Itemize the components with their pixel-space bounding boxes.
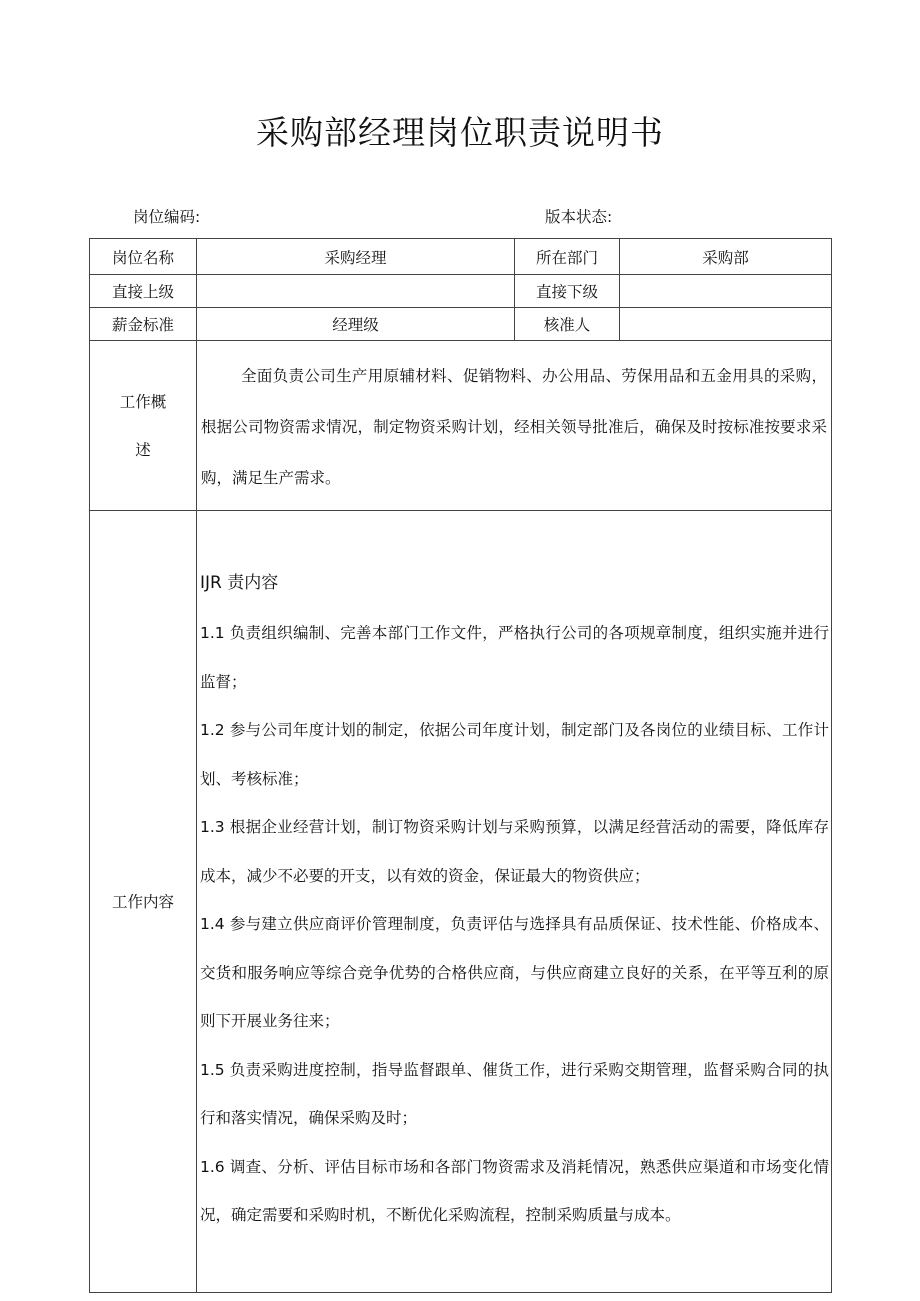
salary-level-label: 薪金标准 bbox=[90, 308, 197, 341]
direct-subordinate-label: 直接下级 bbox=[515, 275, 620, 308]
duty-item: 1.6 调查、分析、评估目标市场和各部门物资需求及消耗情况，熟悉供应渠道和市场变化情况，确定需要和采购时机，不断优化采购流程，控制采购质量与成本。 bbox=[200, 1157, 829, 1224]
duties-heading: IJR 责内容 bbox=[200, 573, 279, 593]
direct-superior-label: 直接上级 bbox=[90, 275, 197, 308]
work-content-label: 工作内容 bbox=[90, 511, 197, 1293]
approver-value bbox=[620, 308, 832, 341]
table-row bbox=[90, 275, 832, 308]
work-summary-label bbox=[90, 341, 197, 511]
position-name-value: 采购经理 bbox=[197, 239, 515, 275]
duty-item: 1.2 参与公司年度计划的制定，依据公司年度计划，制定部门及各岗位的业绩目标、工作计划、考核标准； bbox=[200, 721, 829, 788]
table-row bbox=[90, 308, 832, 341]
position-code-label: 岗位编码: bbox=[133, 208, 201, 226]
table-row bbox=[90, 239, 832, 275]
direct-superior-value bbox=[197, 275, 515, 308]
work-summary-label-line1: 工作概 bbox=[119, 392, 167, 411]
work-content-cell bbox=[197, 511, 832, 1293]
table-row bbox=[90, 511, 832, 1293]
department-label: 所在部门 bbox=[515, 239, 620, 275]
document-title: 采购部经理岗位职责说明书 bbox=[256, 113, 664, 152]
department-value: 采购部 bbox=[620, 239, 832, 275]
approver-label: 核准人 bbox=[515, 308, 620, 341]
version-status-label: 版本状态: bbox=[545, 208, 613, 226]
duty-item: 1.4 参与建立供应商评价管理制度，负责评估与选择具有品质保证、技术性能、价格成本、交货和服务响应等综合竞争优势的合格供应商，与供应商建立良好的关系，在平等互利的原则下开展业务往来； bbox=[200, 915, 829, 1030]
salary-level-value: 经理级 bbox=[197, 308, 515, 341]
table-row bbox=[90, 341, 832, 511]
position-name-label: 岗位名称 bbox=[90, 239, 197, 275]
work-summary-text: 全面负责公司生产用原辅材料、促销物料、办公用品、劳保用品和五金用具的采购，根据公司物资需求情况，制定物资采购计划，经相关领导批准后，确保及时按标准按要求采购，满足生产需求。 bbox=[201, 367, 827, 487]
direct-subordinate-value bbox=[620, 275, 832, 308]
work-summary-label-line2: 述 bbox=[135, 440, 151, 459]
job-info-table bbox=[89, 238, 832, 1293]
duty-item: 1.3 根据企业经营计划，制订物资采购计划与采购预算，以满足经营活动的需要，降低库存成本，减少不必要的开支，以有效的资金，保证最大的物资供应； bbox=[200, 818, 829, 885]
duty-item: 1.5 负责采购进度控制，指导监督跟单、催货工作，进行采购交期管理，监督采购合同的执行和落实情况，确保采购及时； bbox=[200, 1060, 829, 1127]
duty-item: 1.1 负责组织编制、完善本部门工作文件，严格执行公司的各项规章制度，组织实施并进行监督； bbox=[200, 624, 829, 691]
work-summary-cell bbox=[197, 341, 832, 511]
